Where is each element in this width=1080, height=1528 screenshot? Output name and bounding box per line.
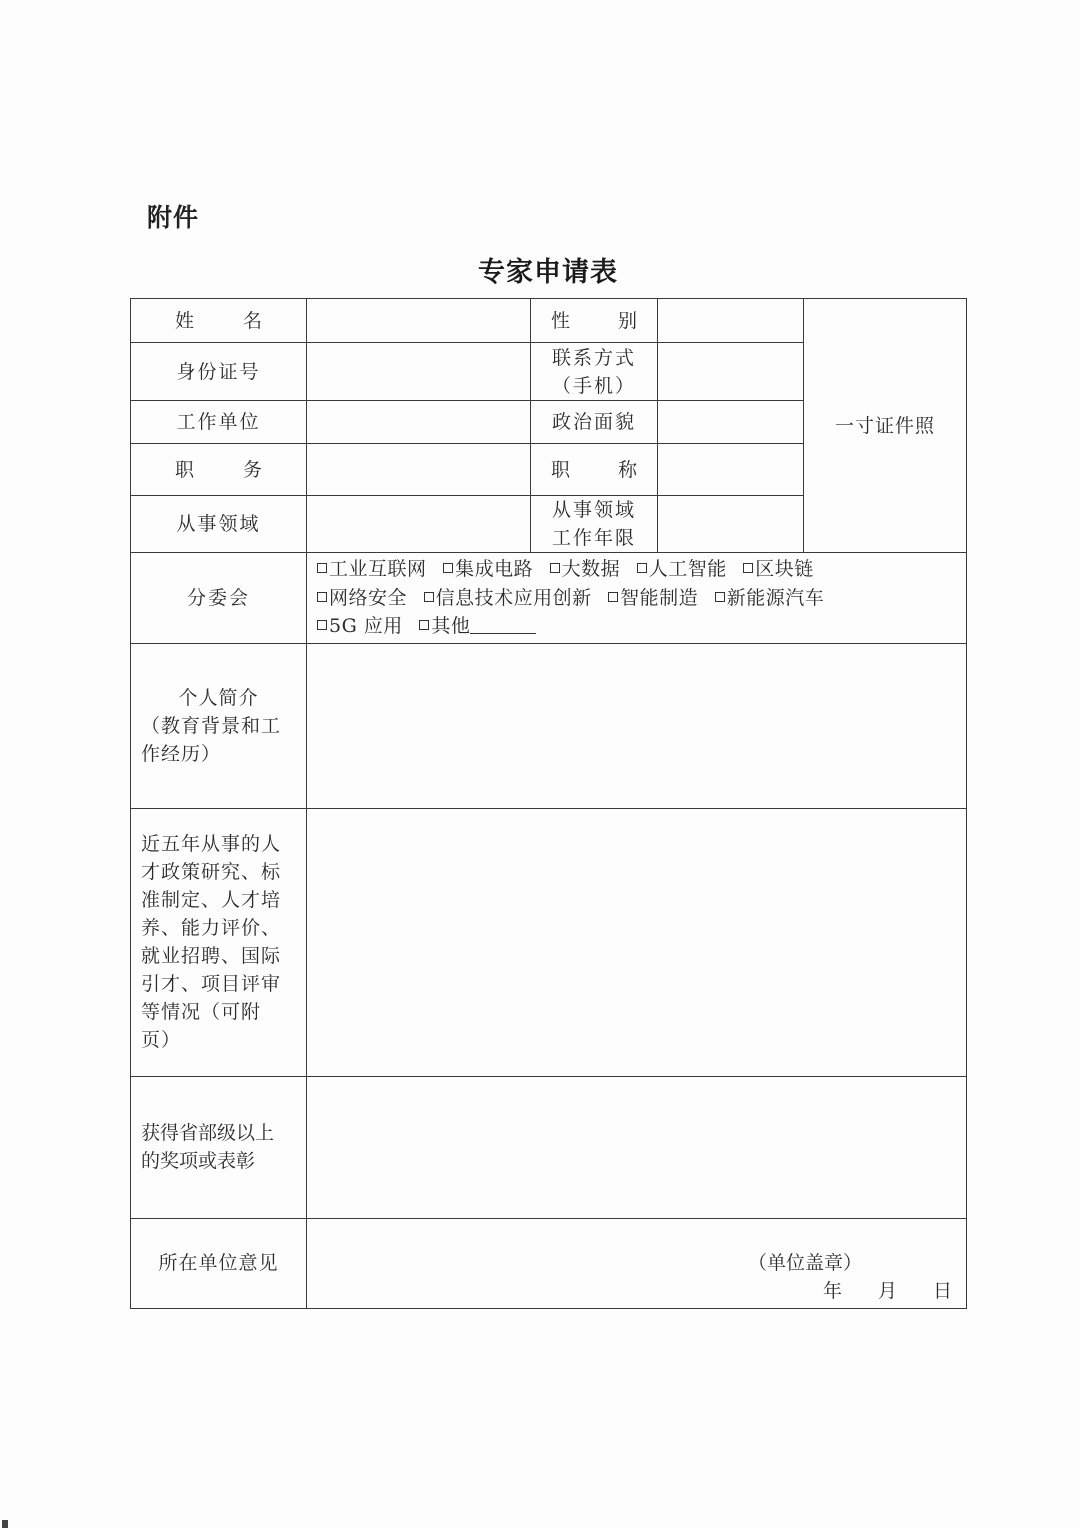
field-years-field[interactable]: [658, 496, 804, 553]
date-line: [823, 1277, 952, 1305]
awards-label: 获得省部级以上 的奖项或表彰: [131, 1076, 307, 1218]
awards-field[interactable]: [307, 1076, 967, 1218]
committee-options-line-3: [317, 612, 956, 641]
field-field[interactable]: [307, 496, 531, 553]
committee-option-smart-manufacturing[interactable]: 智能制造: [608, 587, 698, 609]
name-label: 姓 名: [131, 299, 307, 343]
political-status-field[interactable]: [658, 401, 804, 444]
month-label: 月: [877, 1279, 897, 1302]
document-title: 专家申请表: [478, 257, 618, 288]
committee-options-line-2: [317, 584, 956, 613]
recent-work-label: 近五年从事的人 才政策研究、标 准制定、人才培 养、能力评价、 就业招聘、国际 引才、项目评审 等情况（可附 页）: [131, 808, 307, 1076]
unit-opinion-field[interactable]: [307, 1218, 967, 1308]
photo-label: 一寸证件照: [834, 414, 935, 437]
committee-option-big-data[interactable]: 大数据: [550, 558, 621, 580]
profile-label: 个人简介 （教育背景和工 作经历）: [131, 643, 307, 808]
committee-option-5g[interactable]: 5G 应用: [317, 615, 403, 637]
work-unit-label: 工作单位: [131, 401, 307, 444]
checkbox-icon[interactable]: [715, 592, 725, 602]
form-row-committee: [131, 553, 967, 644]
year-label: 年: [822, 1279, 842, 1302]
checkbox-icon[interactable]: [637, 563, 647, 573]
contact-field[interactable]: [658, 343, 804, 401]
professional-title-label: 职 称: [531, 444, 658, 496]
unit-opinion-label: 所在单位意见: [131, 1218, 307, 1308]
professional-title-field[interactable]: [658, 444, 804, 496]
checkbox-icon[interactable]: [743, 563, 753, 573]
name-field[interactable]: [307, 299, 531, 343]
form-row-unit-opinion: [131, 1218, 967, 1308]
checkbox-icon[interactable]: [550, 563, 560, 573]
position-field[interactable]: [307, 444, 531, 496]
day-label: 日: [932, 1279, 952, 1302]
expert-application-form: [130, 298, 967, 1309]
committee-option-ai[interactable]: 人工智能: [637, 558, 727, 580]
profile-field[interactable]: [307, 643, 967, 808]
gender-field[interactable]: [658, 299, 804, 343]
committee-option-blockchain[interactable]: 区块链: [743, 558, 814, 580]
unit-stamp-label: （单位盖章）: [747, 1251, 862, 1274]
gender-label: 性 别: [531, 299, 658, 343]
committee-options: [307, 553, 967, 644]
form-row-name: [131, 299, 967, 343]
committee-option-new-energy-vehicles[interactable]: 新能源汽车: [715, 587, 825, 609]
position-label: 职 务: [131, 444, 307, 496]
id-number-label: 身份证号: [131, 343, 307, 401]
checkbox-icon[interactable]: [317, 563, 327, 573]
scan-artifact: [2, 1520, 8, 1528]
checkbox-icon[interactable]: [317, 592, 327, 602]
checkbox-icon[interactable]: [317, 620, 327, 630]
checkbox-icon[interactable]: [419, 620, 429, 630]
committee-option-integrated-circuit[interactable]: 集成电路: [443, 558, 533, 580]
checkbox-icon[interactable]: [443, 563, 453, 573]
form-row-awards: [131, 1076, 967, 1218]
photo-box[interactable]: [804, 299, 967, 553]
work-unit-field[interactable]: [307, 401, 531, 444]
attachment-label: 附件: [147, 203, 200, 232]
committee-option-network-security[interactable]: 网络安全: [317, 587, 407, 609]
contact-label: 联系方式 （手机）: [531, 343, 658, 401]
id-number-field[interactable]: [307, 343, 531, 401]
recent-work-field[interactable]: [307, 808, 967, 1076]
field-years-label: 从事领域 工作年限: [531, 496, 658, 553]
form-row-recent-work: [131, 808, 967, 1076]
field-label: 从事领域: [131, 496, 307, 553]
committee-options-line-1: [317, 555, 956, 584]
committee-option-industrial-internet[interactable]: 工业互联网: [317, 558, 427, 580]
form-row-profile: [131, 643, 967, 808]
committee-label: 分委会: [131, 553, 307, 644]
committee-option-it-innovation[interactable]: 信息技术应用创新: [424, 587, 592, 609]
checkbox-icon[interactable]: [608, 592, 618, 602]
other-fill-line[interactable]: [470, 613, 536, 634]
committee-option-other[interactable]: 其他: [419, 615, 536, 637]
checkbox-icon[interactable]: [424, 592, 434, 602]
political-status-label: 政治面貌: [531, 401, 658, 444]
